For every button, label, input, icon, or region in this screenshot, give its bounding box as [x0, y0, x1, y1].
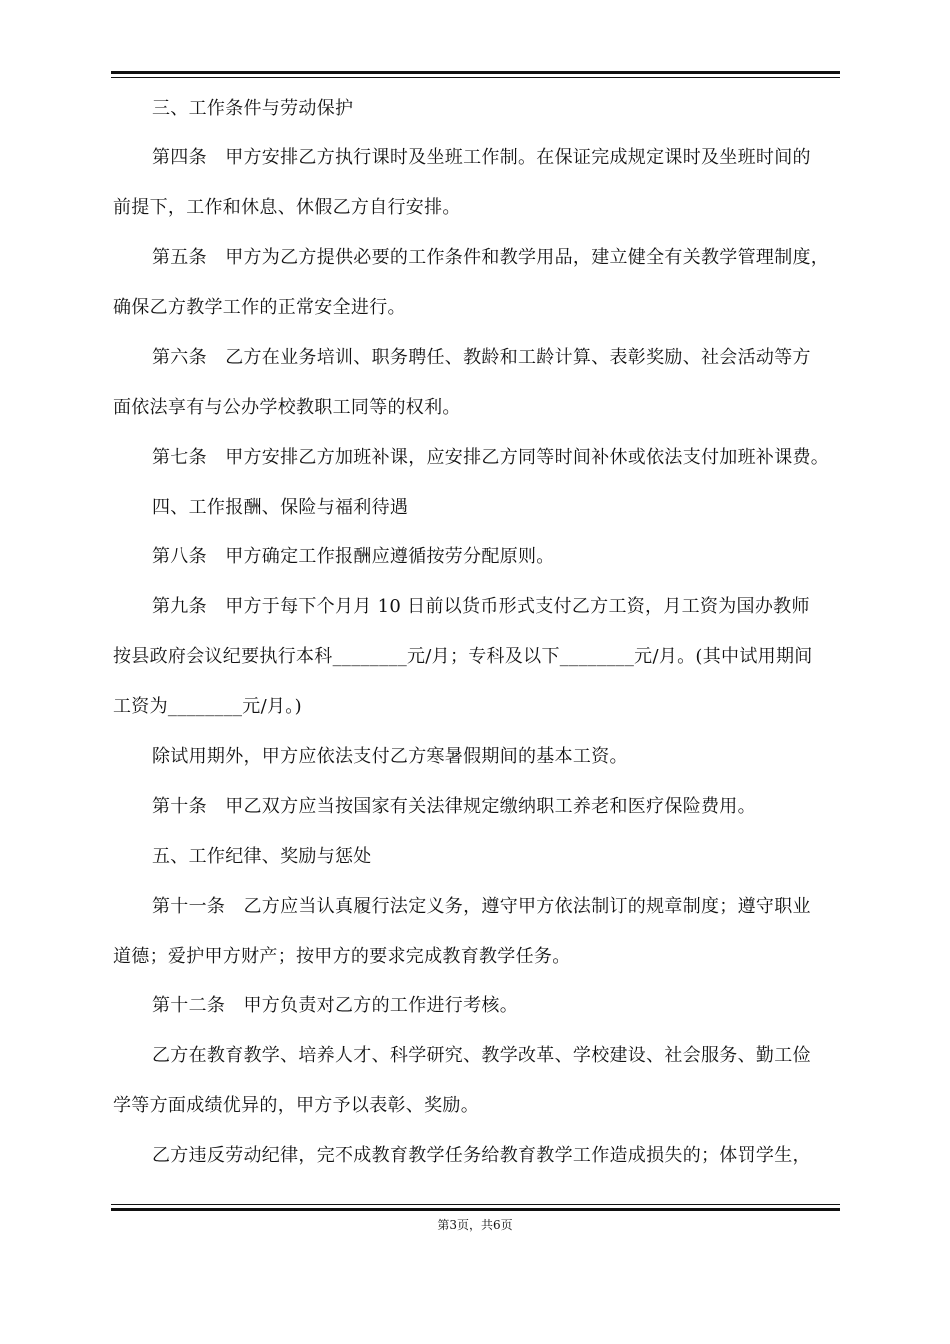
header-rule-thin	[111, 77, 840, 78]
article-11-line-1: 第十一条 乙方应当认真履行法定义务，遵守甲方依法制订的规章制度；遵守职业	[152, 896, 811, 917]
section-heading-4: 四、工作报酬、保险与福利待遇	[152, 497, 409, 518]
article-9-line-2: 按县政府会议纪要执行本科________元/月；专科及以下________元/月。(其中试用期间	[113, 646, 813, 667]
article-4-line-1: 第四条 甲方安排乙方执行课时及坐班工作制。在保证完成规定课时及坐班时间的	[152, 147, 811, 168]
footer-rule-thin	[111, 1204, 840, 1205]
section-heading-3: 三、工作条件与劳动保护	[152, 98, 354, 119]
article-9-supplement: 除试用期外，甲方应依法支付乙方寒暑假期间的基本工资。	[152, 746, 628, 767]
article-12-reward-line-1: 乙方在教育教学、培养人才、科学研究、教学改革、学校建设、社会服务、勤工俭	[152, 1045, 811, 1066]
article-9-line-3: 工资为________元/月。)	[113, 696, 302, 717]
article-5-line-1: 第五条 甲方为乙方提供必要的工作条件和教学用品，建立健全有关教学管理制度，	[152, 247, 830, 268]
header-rule-thick	[111, 71, 840, 74]
article-9-line-1: 第九条 甲方于每下个月月 10 日前以货币形式支付乙方工资，月工资为国办教师	[152, 596, 810, 617]
article-6-line-1: 第六条 乙方在业务培训、职务聘任、教龄和工龄计算、表彰奖励、社会活动等方	[152, 347, 811, 368]
article-11-line-2: 道德；爱护甲方财产；按甲方的要求完成教育教学任务。	[113, 946, 571, 967]
article-4-line-2: 前提下，工作和休息、休假乙方自行安排。	[113, 197, 461, 218]
section-heading-5: 五、工作纪律、奖励与惩处	[152, 846, 372, 867]
article-5-line-2: 确保乙方教学工作的正常安全进行。	[113, 297, 406, 318]
article-12-reward-line-2: 学等方面成绩优异的，甲方予以表彰、奖励。	[113, 1095, 479, 1116]
article-7: 第七条 甲方安排乙方加班补课，应安排乙方同等时间补休或依法支付加班补课费。	[152, 447, 830, 468]
article-10: 第十条 甲乙双方应当按国家有关法律规定缴纳职工养老和医疗保险费用。	[152, 796, 756, 817]
footer-rule-thick	[111, 1208, 840, 1211]
article-12: 第十二条 甲方负责对乙方的工作进行考核。	[152, 995, 518, 1016]
page-number: 第3页，共6页	[437, 1218, 513, 1232]
article-8: 第八条 甲方确定工作报酬应遵循按劳分配原则。	[152, 546, 555, 567]
article-12-penalty-line-1: 乙方违反劳动纪律，完不成教育教学任务给教育教学工作造成损失的；体罚学生，	[152, 1145, 811, 1166]
article-6-line-2: 面依法享有与公办学校教职工同等的权利。	[113, 397, 461, 418]
